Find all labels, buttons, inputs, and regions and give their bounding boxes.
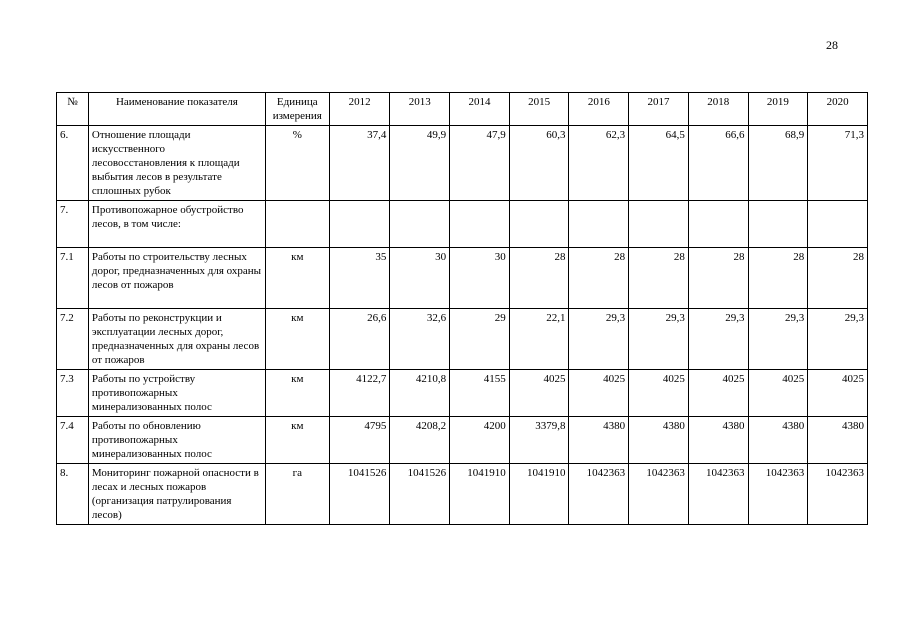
row-name: Отношение площади искусственного лесовосстановления к площади выбытия лесов в результате сплошных рубок [88,126,265,201]
row-number: 8. [57,464,89,525]
value-cell [808,201,868,248]
value-cell: 1042363 [808,464,868,525]
row-number: 7.3 [57,370,89,417]
value-cell: 71,3 [808,126,868,201]
value-cell [688,201,748,248]
value-cell: 30 [450,248,510,309]
value-cell: 4210,8 [390,370,450,417]
value-cell: 28 [808,248,868,309]
row-name: Работы по реконструкции и эксплуатации лесных дорог, предназначенных для охраны лесов от пожаров [88,309,265,370]
value-cell: 32,6 [390,309,450,370]
value-cell: 4795 [329,417,390,464]
value-cell: 4380 [629,417,689,464]
value-cell: 29 [450,309,510,370]
value-cell: 30 [390,248,450,309]
table-row [57,309,868,370]
header-cell-year: 2020 [808,93,868,126]
value-cell: 28 [688,248,748,309]
value-cell: 37,4 [329,126,390,201]
page-number: 28 [826,38,838,52]
row-unit [265,201,329,248]
value-cell: 29,3 [629,309,689,370]
value-cell: 22,1 [509,309,569,370]
row-name: Работы по устройству противопожарных минерализованных полос [88,370,265,417]
row-number: 7. [57,201,89,248]
value-cell: 4380 [748,417,808,464]
value-cell: 26,6 [329,309,390,370]
value-cell: 68,9 [748,126,808,201]
value-cell: 49,9 [390,126,450,201]
value-cell: 28 [569,248,629,309]
value-cell: 66,6 [688,126,748,201]
value-cell: 62,3 [569,126,629,201]
value-cell: 4380 [569,417,629,464]
row-number: 6. [57,126,89,201]
indicators-table [56,92,868,525]
value-cell: 1042363 [688,464,748,525]
value-cell: 1042363 [748,464,808,525]
header-cell-year: 2016 [569,93,629,126]
row-name: Работы по обновлению противопожарных минерализованных полос [88,417,265,464]
table-row [57,370,868,417]
value-cell [450,201,510,248]
table-row [57,248,868,309]
value-cell: 35 [329,248,390,309]
header-cell-year: 2019 [748,93,808,126]
row-number: 7.2 [57,309,89,370]
value-cell: 28 [509,248,569,309]
row-unit: км [265,370,329,417]
value-cell [390,201,450,248]
row-name: Мониторинг пожарной опасности в лесах и лесных пожаров (организация патрулирования лесов) [88,464,265,525]
header-cell-year: 2014 [450,93,510,126]
header-cell-year: 2015 [509,93,569,126]
value-cell: 1041526 [390,464,450,525]
value-cell: 60,3 [509,126,569,201]
value-cell: 4025 [629,370,689,417]
value-cell: 4200 [450,417,510,464]
value-cell: 4025 [808,370,868,417]
row-number: 7.4 [57,417,89,464]
value-cell: 29,3 [748,309,808,370]
value-cell: 4155 [450,370,510,417]
header-cell-name: Наименование показателя [88,93,265,126]
value-cell [748,201,808,248]
row-name: Противопожарное обустройство лесов, в том числе: [88,201,265,248]
value-cell: 4122,7 [329,370,390,417]
value-cell: 4025 [688,370,748,417]
row-name: Работы по строительству лесных дорог, предназначенных для охраны лесов от пожаров [88,248,265,309]
value-cell [329,201,390,248]
value-cell [629,201,689,248]
value-cell: 47,9 [450,126,510,201]
value-cell [569,201,629,248]
value-cell: 1041910 [450,464,510,525]
value-cell: 4025 [509,370,569,417]
value-cell: 64,5 [629,126,689,201]
value-cell: 4380 [808,417,868,464]
value-cell: 28 [748,248,808,309]
value-cell: 29,3 [688,309,748,370]
value-cell: 4025 [569,370,629,417]
header-cell-year: 2018 [688,93,748,126]
header-cell-year: 2017 [629,93,689,126]
header-cell-year: 2013 [390,93,450,126]
value-cell [509,201,569,248]
header-cell-year: 2012 [329,93,390,126]
value-cell: 4025 [748,370,808,417]
table-row [57,464,868,525]
header-cell-number: № [57,93,89,126]
value-cell: 1041526 [329,464,390,525]
table-row [57,201,868,248]
value-cell: 1042363 [629,464,689,525]
row-number: 7.1 [57,248,89,309]
row-unit: км [265,309,329,370]
header-cell-unit: Единица измерения [265,93,329,126]
table-row [57,417,868,464]
value-cell: 4208,2 [390,417,450,464]
table-header-row [57,93,868,126]
value-cell: 29,3 [808,309,868,370]
value-cell: 29,3 [569,309,629,370]
row-unit: км [265,417,329,464]
value-cell: 1041910 [509,464,569,525]
table-row [57,126,868,201]
row-unit: % [265,126,329,201]
value-cell: 1042363 [569,464,629,525]
row-unit: га [265,464,329,525]
value-cell: 3379,8 [509,417,569,464]
value-cell: 4380 [688,417,748,464]
row-unit: км [265,248,329,309]
value-cell: 28 [629,248,689,309]
